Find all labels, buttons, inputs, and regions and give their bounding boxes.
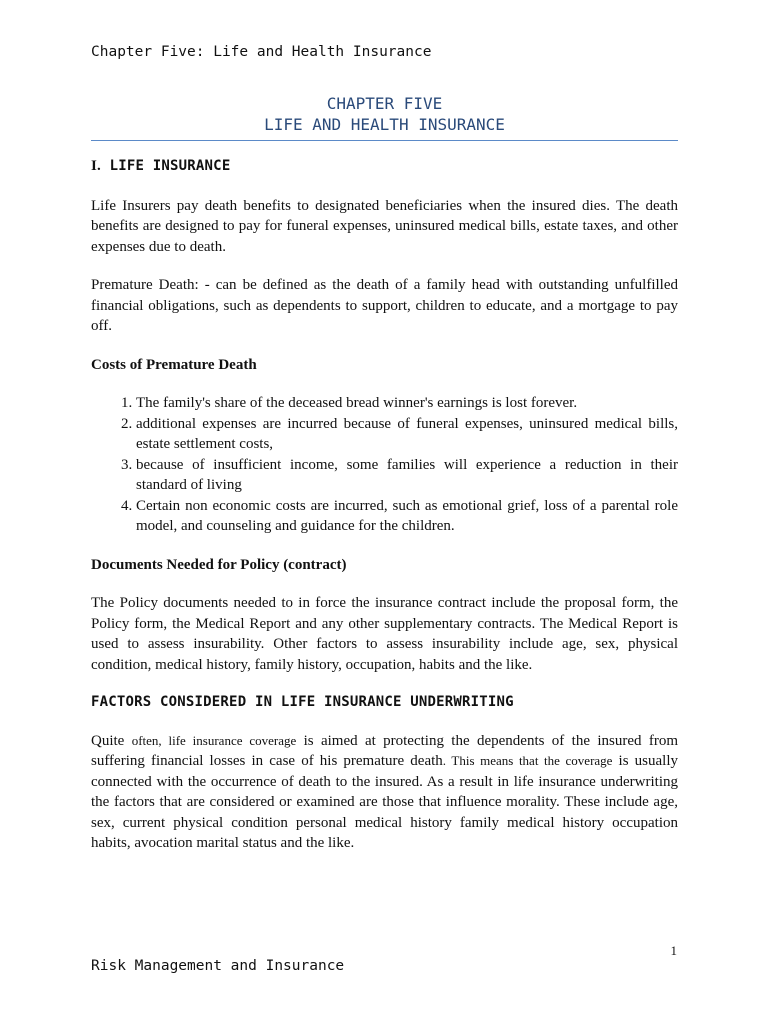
text-run: is aimed at protecting the dependents of the insured from suffering financial losses in case of his premature death: [91, 732, 678, 769]
chapter-title-line1: CHAPTER FIVE: [326, 94, 443, 113]
chapter-title-line2: LIFE AND HEALTH INSURANCE: [264, 115, 505, 134]
section-heading-text: LIFE INSURANCE: [109, 158, 231, 174]
paragraph-underwriting-factors: [91, 731, 678, 854]
subheading-costs: Costs of Premature Death: [91, 356, 257, 373]
running-header: Chapter Five: Life and Health Insurance: [91, 44, 432, 60]
text-run: is usually connected with the occurrence of death to the insured. As a result in life insurance underwriting the factors that are considered or examined are those that influence morality. These include age, sex, current physical condition personal medical history family medical history occupation habits, avocation marital status and the like.: [91, 753, 678, 851]
list-item: 4. Certain non economic costs are incurred, such as emotional grief, loss of a parental role model, and counseling and guidance for the children.: [136, 496, 678, 537]
paragraph-policy-documents: The Policy documents needed to in force the insurance contract include the proposal form, the Policy form, the Medical Report and any other supplementary contracts. The Medical Report is used to assess insurability. Other factors to assess insurability include age, sex, physical condition, medical history, family history, occupation, habits and the like.: [91, 595, 678, 673]
subheading-documents: Documents Needed for Policy (contract): [91, 556, 347, 573]
section-heading-underwriting-factors: FACTORS CONSIDERED IN LIFE INSURANCE UNDERWRITING: [91, 694, 514, 710]
running-footer: Risk Management and Insurance: [91, 958, 345, 974]
list-item: 3. because of insufficient income, some families will experience a reduction in their standard of living: [136, 455, 678, 496]
section-heading-life-insurance: [91, 156, 678, 177]
title-divider: [91, 140, 678, 141]
paragraph-death-benefits: Life Insurers pay death benefits to designated beneficiaries when the insured dies. The death benefits are designed to pay for funeral expenses, uninsured medical bills, estate taxes, and other expenses due to death.: [91, 197, 678, 255]
list-item: 2. additional expenses are incurred because of funeral expenses, uninsured medical bills, estate settlement costs,: [136, 414, 678, 455]
costs-list: [91, 393, 678, 537]
paragraph-premature-death: Premature Death: - can be defined as the death of a family head with outstanding unfulfilled financial obligations, such as dependents to support, children to educate, and a mortgage to pay off.: [91, 277, 678, 334]
section-numeral: I.: [91, 158, 101, 174]
page-number: 1: [670, 943, 677, 958]
text-run: often, life insurance coverage: [131, 732, 297, 748]
list-item: 1. The family's share of the deceased bread winner's earnings is lost forever.: [136, 393, 678, 414]
document-body: [91, 156, 678, 854]
chapter-title: [91, 93, 678, 135]
text-run: . This means that the coverage: [442, 753, 613, 768]
text-run: Quite: [91, 732, 132, 749]
